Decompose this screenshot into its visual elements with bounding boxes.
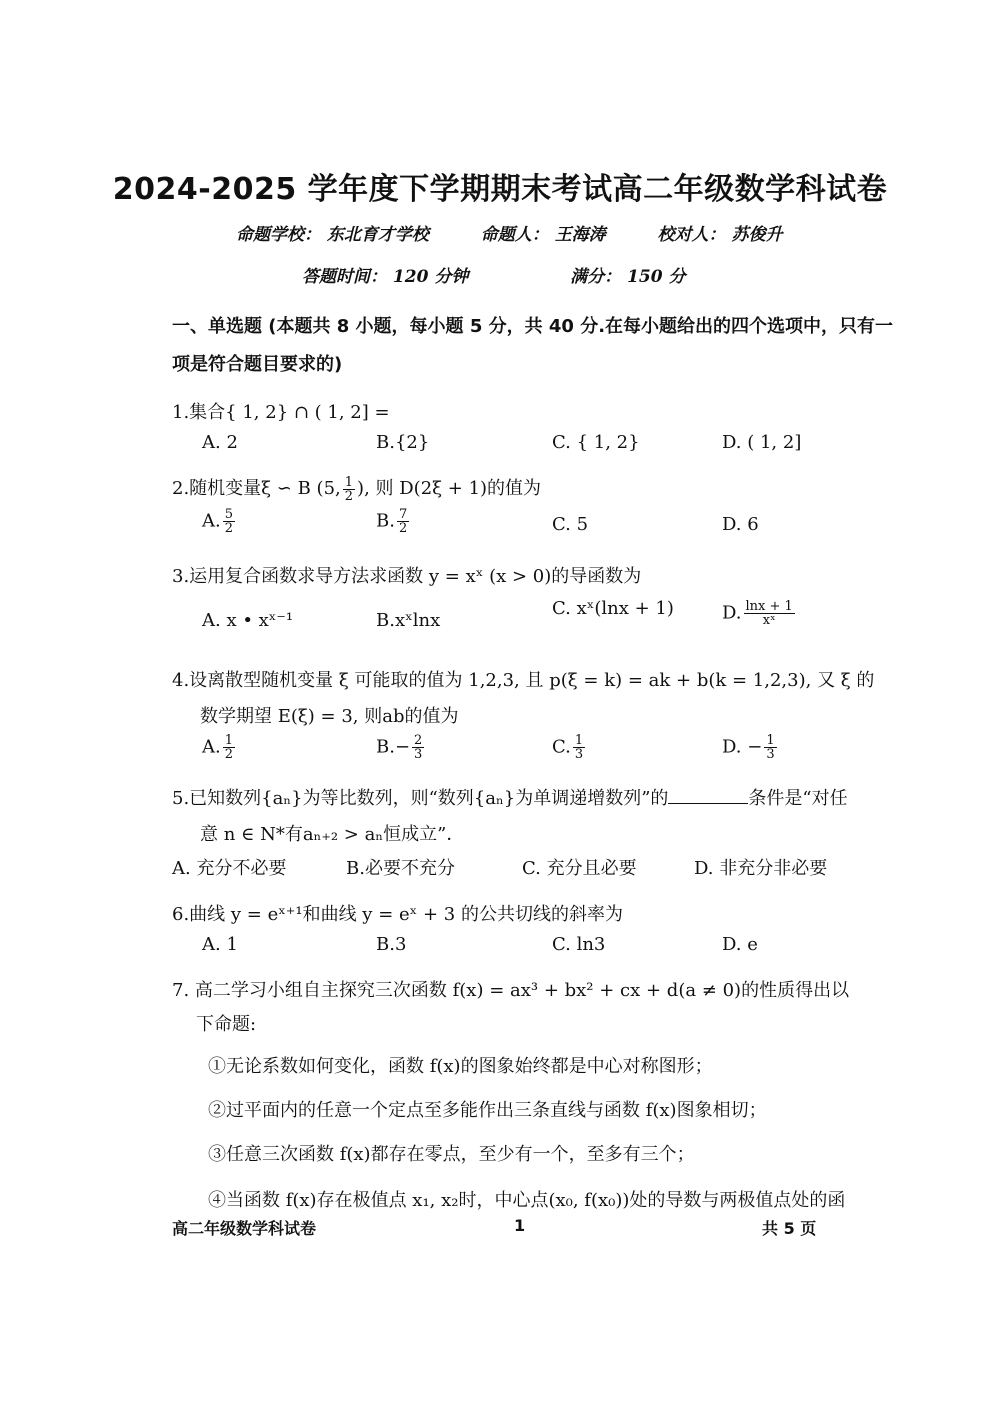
question-7-line1: 7. 高二学习小组自主探究三次函数 f(x) = ax³ + bx² + cx + d(a ≠ 0)的性质得出以 [172,980,850,1001]
question-6-option-d: D. e [722,934,758,955]
question-4-option-b: B.− $\frac{2}{3}$ [376,733,423,762]
question-7-item-2: ②过平面内的任意一个定点至多能作出三条直线与函数 f(x)图象相切； [208,1100,767,1121]
school-name: 东北育才学校 [326,225,429,245]
section-heading-line2: 项是符合题目要求的) [172,354,343,375]
fraction: $\frac{7}{2}$ [398,507,408,536]
question-6-option-c: C. ln3 [552,934,606,955]
school-label: 命题学校： [236,225,321,245]
question-3-option-b: B.xˣlnx [376,610,441,631]
question-2-stem-post: ), 则 D(2ξ + 1)的值为 [357,478,542,499]
footer-total-pages: 共 5 页 [762,1219,817,1238]
question-1-option-b: B.{2} [376,432,430,453]
question-7-item-4: ④当函数 f(x)存在极值点 x₁, x₂时，中心点(x₀, f(x₀))处的导数与两极值点处的函 [208,1190,846,1211]
question-4-option-d: D. − $\frac{1}{3}$ [722,733,775,762]
question-3-stem: 3.运用复合函数求导方法求函数 y = xˣ (x > 0)的导函数为 [172,566,642,587]
fraction: $\frac{5}{2}$ [224,507,234,536]
question-1-option-d: D. ( 1, 2] [722,432,802,453]
fraction: $\frac{\ln x + 1}{\text{xˣ}}$ [745,599,793,628]
question-7-item-1: ①无论系数如何变化，函数 f(x)的图象始终都是中心对称图形； [208,1056,713,1077]
fraction: $\frac{1}{3}$ [766,733,775,762]
fraction: $\frac{1}{2}$ [224,733,234,762]
author-name: 王海涛 [554,225,606,245]
question-2-option-c: C. 5 [552,514,589,535]
question-3-option-c: C. xˣ(lnx + 1) [552,598,674,619]
proofreader-label: 校对人： [657,225,726,245]
question-6-stem: 6.曲线 y = eˣ⁺¹和曲线 y = eˣ + 3 的公共切线的斜率为 [172,904,623,925]
question-5-option-c: C. 充分且必要 [522,858,637,879]
question-6-option-a: A. 1 [202,934,238,955]
footer-page-number: 1 [514,1216,526,1235]
author-label: 命题人： [480,225,549,245]
question-5-option-d: D. 非充分非必要 [694,858,828,879]
proofreader-name: 苏俊升 [731,225,783,245]
question-6-option-b: B.3 [376,934,407,955]
question-1-stem: 1.集合{ 1, 2} ∩ ( 1, 2] = [172,402,390,423]
question-4-line2: 数学期望 E(ξ) = 3, 则ab的值为 [200,706,459,727]
question-7-item-3: ③任意三次函数 f(x)都存在零点，至少有一个，至多有三个； [208,1144,695,1165]
question-3-option-a: A. x • xˣ⁻¹ [202,610,294,631]
question-4-option-a: A. $\frac{1}{2}$ [202,733,234,762]
question-2-option-b: B. $\frac{7}{2}$ [376,507,408,536]
question-4-line1: 4.设离散型随机变量 ξ 可能取的值为 1,2,3, 且 p(ξ = k) = ak + b(k = 1,2,3), 又 ξ 的 [172,670,875,691]
question-5-option-a: A. 充分不必要 [172,858,287,879]
question-3-option-d: D. $\frac{\ln x + 1}{\text{xˣ}}$ [722,599,793,628]
time-label: 答题时间： [302,267,387,287]
score-label: 满分： [570,267,622,287]
question-7-line2: 下命题: [196,1014,257,1035]
question-2-option-d: D. 6 [722,514,759,535]
score-value: 150 分 [627,267,686,287]
header-info-line [236,220,782,245]
time-score-line [302,262,686,287]
fraction: $\frac{1}{3}$ [574,733,584,762]
question-1-option-c: C. { 1, 2} [552,432,640,453]
fraction: $\frac{1}{2}$ [344,474,354,504]
question-2-stem [172,474,541,503]
question-1-option-a: A. 2 [202,432,238,453]
question-4-option-c: C. $\frac{1}{3}$ [552,733,584,762]
question-5-option-b: B.必要不充分 [346,858,455,879]
footer-exam-name: 高二年级数学科试卷 [172,1219,317,1238]
question-2-stem-pre: 2.随机变量ξ ∽ B (5, [172,478,341,499]
answer-blank [668,789,748,804]
question-5-line1: 5.已知数列{aₙ}为等比数列，则“数列{aₙ}为单调递增数列”的 条件是“对任 [172,788,848,809]
question-2-option-a: A. $\frac{5}{2}$ [202,507,234,536]
question-5-line2: 意 n ∈ N*有aₙ₊₂ > aₙ恒成立”． [200,824,465,845]
fraction: $\frac{2}{3}$ [414,733,423,762]
time-value: 120 分钟 [392,267,469,287]
section-heading-line1: 一、单选题 (本题共 8 小题，每小题 5 分，共 40 分.在每小题给出的四个选项中，只有一 [172,316,894,337]
page-title: 2024-2025 学年度下学期期末考试高二年级数学科试卷 [112,172,888,207]
